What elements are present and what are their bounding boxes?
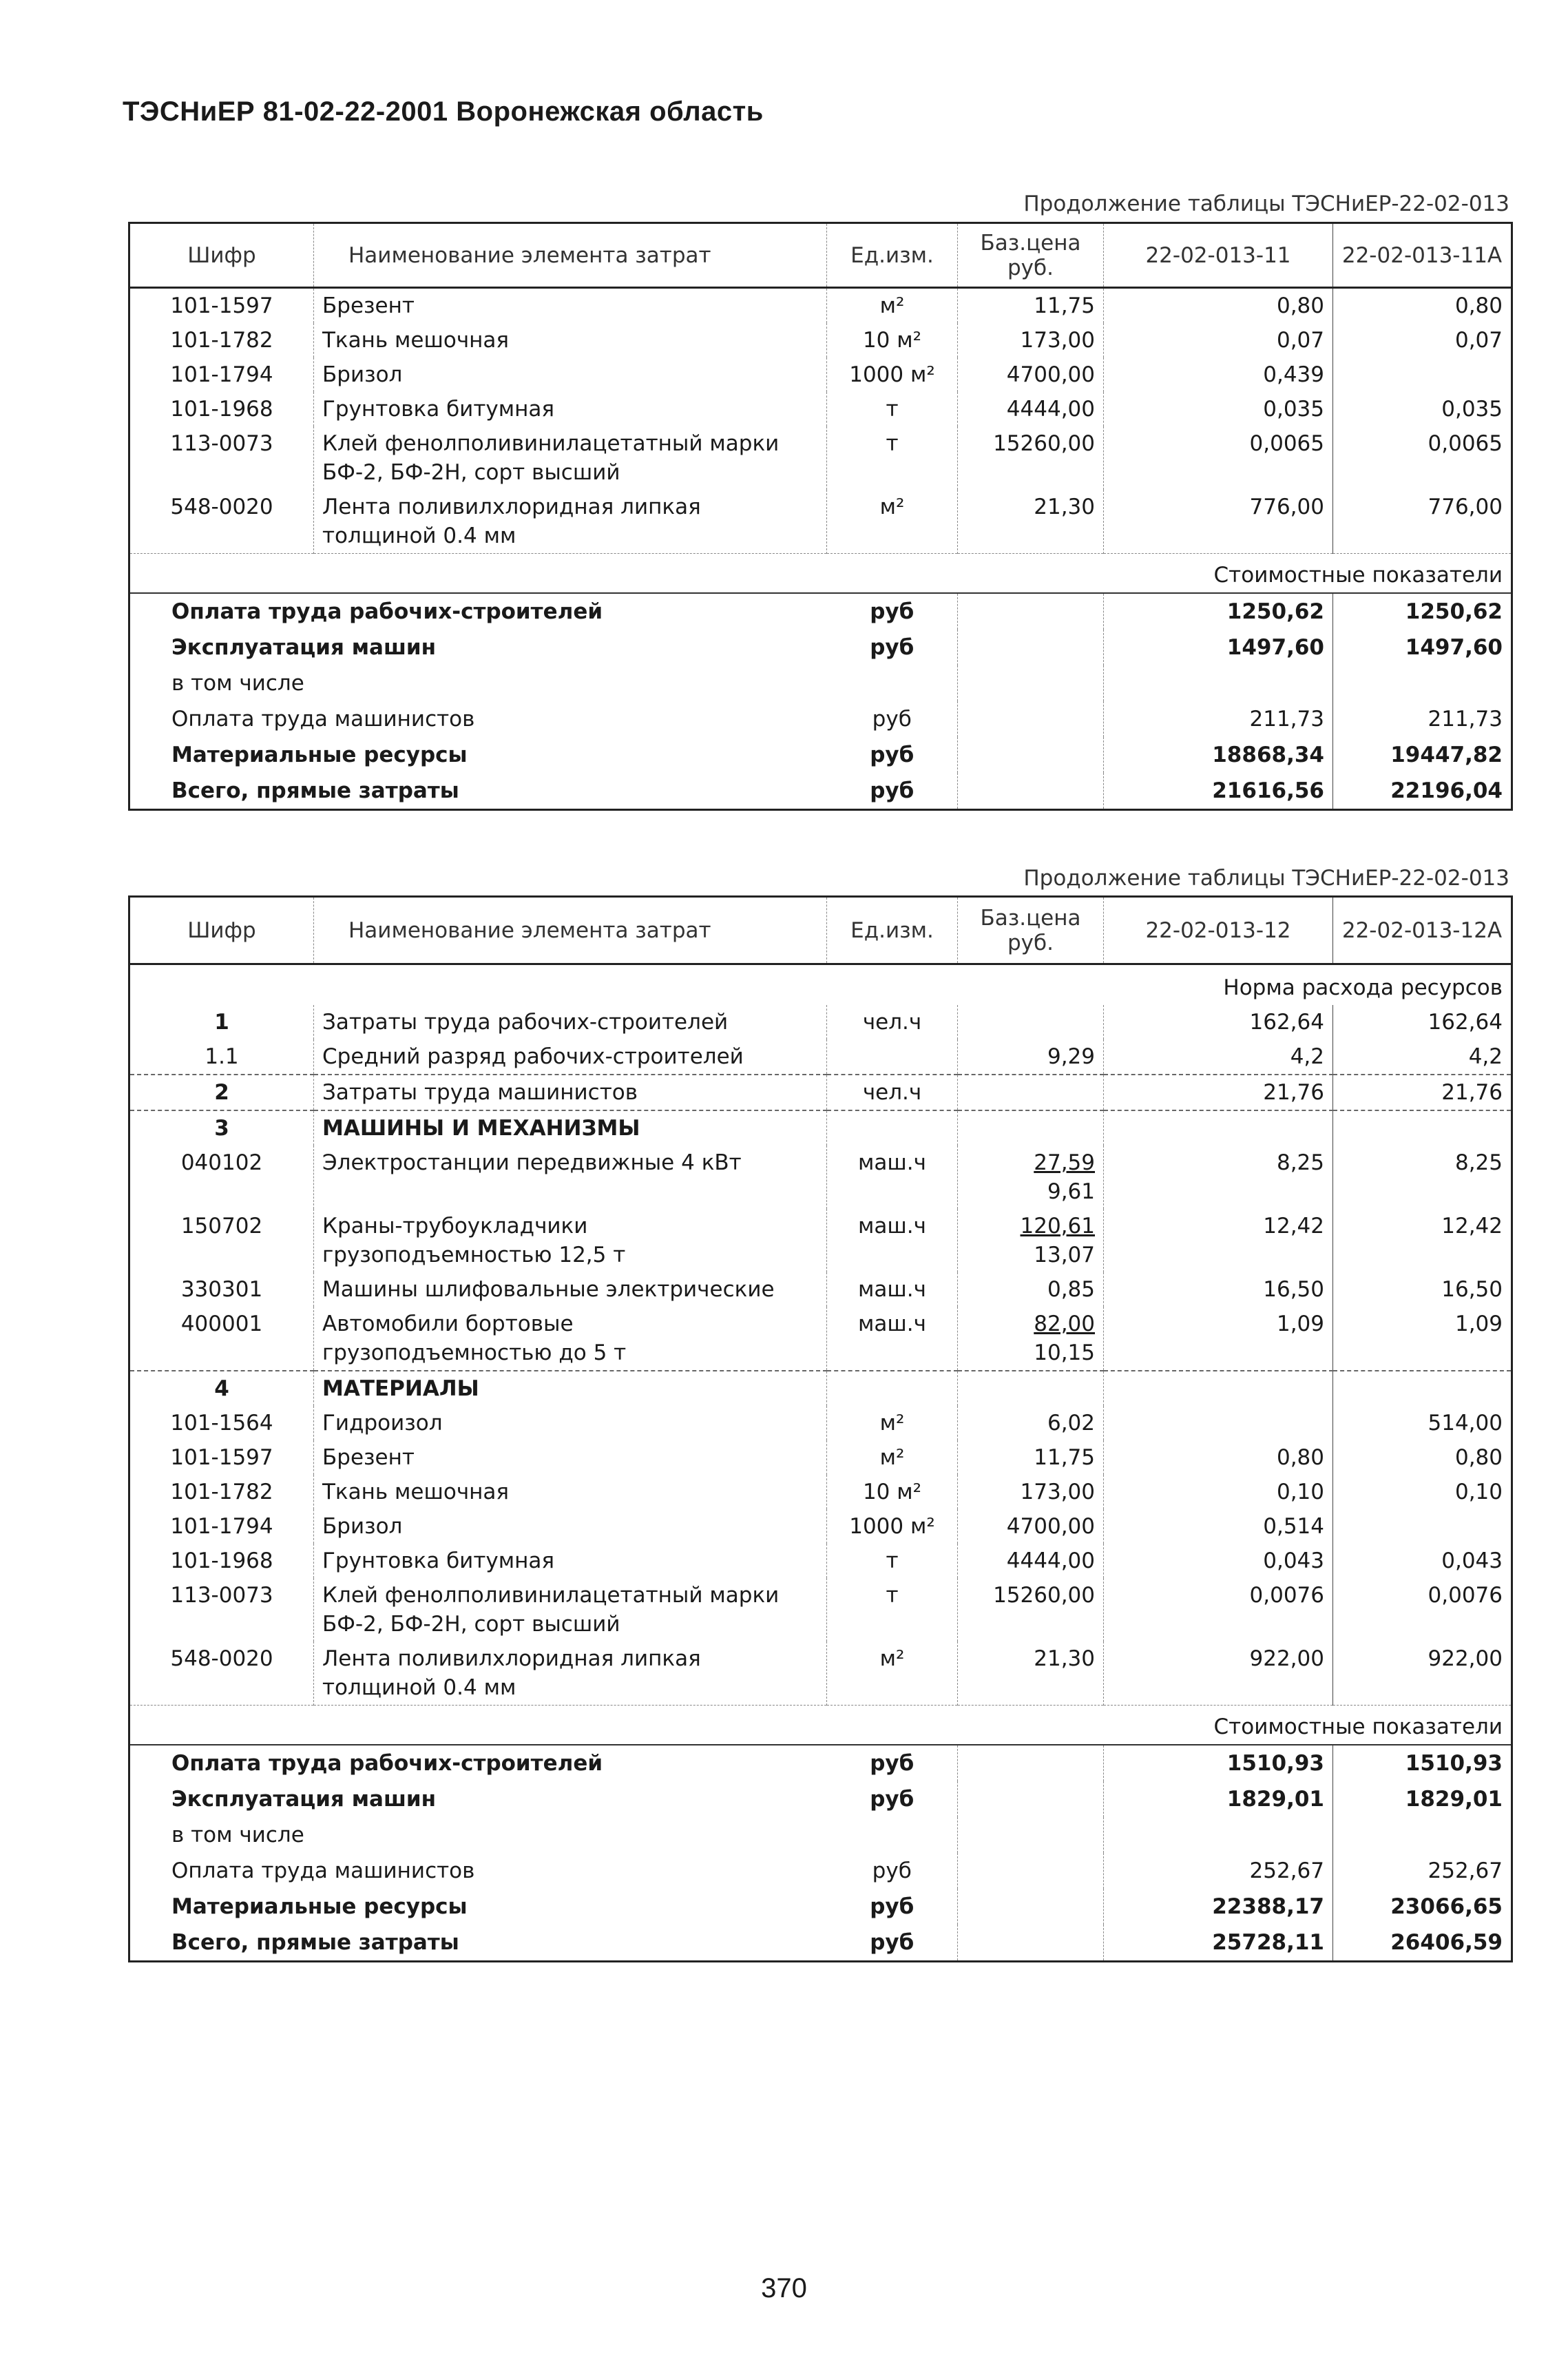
table-row xyxy=(129,1509,1512,1544)
row-unit xyxy=(827,1039,958,1075)
row-base-price xyxy=(958,1475,1104,1509)
row-base-price-value: 11,75 xyxy=(1034,1445,1095,1470)
summary-value-a: 18868,34 xyxy=(1104,737,1333,773)
row-name: Бризол xyxy=(314,1509,827,1544)
row-unit: 1000 м² xyxy=(827,1509,958,1544)
summary-value-b xyxy=(1333,665,1512,701)
table-row xyxy=(129,1307,1512,1371)
row-code: 1 xyxy=(129,1005,314,1039)
summary-row xyxy=(129,773,1512,810)
row-machinist-wage-value: 9,61 xyxy=(1047,1179,1095,1204)
row-unit: 10 м² xyxy=(827,1475,958,1509)
row-value-b xyxy=(1333,1110,1512,1146)
summary-row xyxy=(129,737,1512,773)
summary-value-b: 19447,82 xyxy=(1390,743,1503,767)
summary-row xyxy=(129,701,1512,737)
row-value-b: 0,043 xyxy=(1441,1548,1503,1573)
summary-label: в том числе xyxy=(171,671,304,696)
row-value-a: 0,80 xyxy=(1104,1440,1333,1475)
row-base-price xyxy=(958,1075,1104,1110)
summary-row xyxy=(129,1889,1512,1925)
row-base-price xyxy=(958,1371,1104,1406)
summary-value-a: 211,73 xyxy=(1104,701,1333,737)
table-row xyxy=(129,1005,1512,1039)
row-value-b: 0,035 xyxy=(1441,397,1503,422)
summary-value-b: 252,67 xyxy=(1428,1858,1503,1883)
row-name: Брезент xyxy=(314,1440,827,1475)
summary-unit: руб xyxy=(827,630,958,665)
summary-unit: руб xyxy=(827,737,958,773)
row-base-price-value: 15260,00 xyxy=(993,431,1095,456)
row-value-b: 0,80 xyxy=(1454,293,1503,318)
summary-unit: руб xyxy=(827,1889,958,1925)
summary-value-b: 1497,60 xyxy=(1405,635,1503,660)
row-unit: 10 м² xyxy=(827,323,958,357)
row-unit: м² xyxy=(827,1440,958,1475)
summary-label: Оплата труда машинистов xyxy=(171,707,475,732)
row-value-b: 1,09 xyxy=(1454,1312,1503,1336)
summary-empty-cell xyxy=(958,665,1104,701)
table-row xyxy=(129,1272,1512,1307)
row-base-price xyxy=(958,1005,1104,1039)
row-value-a: 0,043 xyxy=(1104,1544,1333,1578)
row-unit xyxy=(827,1110,958,1146)
row-base-price xyxy=(958,1307,1104,1371)
table-row xyxy=(129,1641,1512,1706)
row-base-price-value: 9,29 xyxy=(1047,1044,1095,1069)
summary-empty-cell xyxy=(958,1889,1104,1925)
row-value-a: 776,00 xyxy=(1104,490,1333,554)
summary-value-a: 1250,62 xyxy=(1104,593,1333,630)
table-row xyxy=(129,288,1512,324)
row-value-a xyxy=(1104,1371,1333,1406)
cost-section-label: Стоимостные показатели xyxy=(129,1706,1512,1745)
summary-label: Оплата труда рабочих-строителей xyxy=(129,1745,827,1781)
row-code: 101-1794 xyxy=(129,357,314,392)
table-row xyxy=(129,1146,1512,1209)
summary-row xyxy=(129,593,1512,630)
table-header-row xyxy=(129,223,1512,288)
row-base-price-value: 27,59 xyxy=(1034,1150,1095,1175)
row-code: 1.1 xyxy=(129,1039,314,1075)
summary-value-b: 26406,59 xyxy=(1390,1930,1503,1955)
row-value-b: 922,00 xyxy=(1428,1646,1503,1671)
table-row xyxy=(129,1578,1512,1641)
table-row xyxy=(129,1544,1512,1578)
row-name: Грунтовка битумная xyxy=(314,1544,827,1578)
summary-row xyxy=(129,665,1512,701)
row-base-price xyxy=(958,1039,1104,1075)
row-code: 101-1564 xyxy=(129,1406,314,1440)
header-name: Наименование элемента затрат xyxy=(314,223,827,288)
row-name: Клей фенолполивинилацетатный марки БФ-2, БФ-2Н, сорт высший xyxy=(314,426,827,490)
table-row xyxy=(129,1039,1512,1075)
row-value-a: 0,514 xyxy=(1104,1509,1333,1544)
row-base-price xyxy=(958,1578,1104,1641)
row-unit: чел.ч xyxy=(827,1075,958,1110)
row-base-price-value: 82,00 xyxy=(1034,1312,1095,1336)
summary-label: Оплата труда рабочих-строителей xyxy=(129,593,827,630)
row-name: Машины шлифовальные электрические xyxy=(314,1272,827,1307)
summary-value-a: 22388,17 xyxy=(1104,1889,1333,1925)
summary-value-a xyxy=(1104,1817,1333,1853)
row-base-price-value: 21,30 xyxy=(1034,1646,1095,1671)
table-header-row xyxy=(129,897,1512,964)
row-value-b: 776,00 xyxy=(1428,495,1503,519)
row-unit: м² xyxy=(827,288,958,324)
row-unit: м² xyxy=(827,1406,958,1440)
row-value-b: 21,76 xyxy=(1333,1075,1512,1110)
summary-row xyxy=(129,630,1512,665)
table-row xyxy=(129,490,1512,554)
row-base-price xyxy=(958,1509,1104,1544)
header-base-price: Баз.цена руб. xyxy=(958,223,1104,288)
summary-label: Эксплуатация машин xyxy=(171,1787,437,1812)
row-value-b xyxy=(1333,1509,1512,1544)
summary-value-a xyxy=(1104,665,1333,701)
summary-label: Материальные ресурсы xyxy=(171,743,468,767)
table2-continuation-caption: Продолжение таблицы ТЭСНиЕР-22-02-013 xyxy=(1023,866,1509,891)
row-base-price xyxy=(958,1406,1104,1440)
row-code: 150702 xyxy=(129,1209,314,1272)
row-code: 113-0073 xyxy=(129,1578,314,1641)
row-value-b: 0,0065 xyxy=(1428,431,1503,456)
row-code: 548-0020 xyxy=(129,1641,314,1706)
row-unit xyxy=(827,1371,958,1406)
row-base-price-value: 0,85 xyxy=(1047,1277,1095,1302)
header-unit: Ед.изм. xyxy=(827,223,958,288)
row-value-b: 16,50 xyxy=(1441,1277,1503,1302)
summary-unit: руб xyxy=(827,773,958,810)
row-unit: т xyxy=(827,1544,958,1578)
summary-empty-cell xyxy=(958,737,1104,773)
resource-table-2 xyxy=(128,895,1513,1962)
summary-empty-cell xyxy=(958,1925,1104,1962)
row-value-a: 162,64 xyxy=(1104,1005,1333,1039)
row-unit: 1000 м² xyxy=(827,357,958,392)
summary-value-b: 1250,62 xyxy=(1333,593,1512,630)
summary-empty-cell xyxy=(958,593,1104,630)
row-code: 101-1597 xyxy=(129,1440,314,1475)
row-unit: т xyxy=(827,426,958,490)
norm-section-row xyxy=(129,964,1512,1006)
row-unit: м² xyxy=(827,490,958,554)
row-code: 101-1782 xyxy=(129,323,314,357)
summary-value-a: 21616,56 xyxy=(1104,773,1333,810)
summary-unit: руб xyxy=(827,1925,958,1962)
summary-value-b: 22196,04 xyxy=(1390,778,1503,803)
summary-value-a: 1510,93 xyxy=(1104,1745,1333,1781)
header-col-a: 22-02-013-12 xyxy=(1104,897,1333,964)
row-unit: м² xyxy=(827,1641,958,1706)
row-name: Грунтовка битумная xyxy=(314,392,827,426)
row-code: 330301 xyxy=(129,1272,314,1307)
table-row xyxy=(129,1075,1512,1110)
row-name: Ткань мешочная xyxy=(314,1475,827,1509)
row-base-price-value: 4700,00 xyxy=(1006,1514,1095,1539)
row-code: 548-0020 xyxy=(129,490,314,554)
row-machinist-wage-value: 10,15 xyxy=(1034,1340,1095,1365)
row-value-b: 0,10 xyxy=(1454,1480,1503,1504)
summary-value-b: 23066,65 xyxy=(1390,1894,1503,1919)
row-name: Затраты труда машинистов xyxy=(314,1075,827,1110)
summary-value-a: 252,67 xyxy=(1104,1853,1333,1889)
row-value-b: 4,2 xyxy=(1468,1044,1503,1069)
row-base-price-value: 15260,00 xyxy=(993,1583,1095,1608)
row-value-b: 514,00 xyxy=(1428,1411,1503,1436)
row-value-a: 0,0065 xyxy=(1104,426,1333,490)
row-code: 040102 xyxy=(129,1146,314,1209)
row-base-price-value: 173,00 xyxy=(1020,328,1095,353)
table1-continuation-caption: Продолжение таблицы ТЭСНиЕР-22-02-013 xyxy=(1023,191,1509,216)
row-value-a: 21,76 xyxy=(1104,1075,1333,1110)
table-row xyxy=(129,426,1512,490)
summary-empty-cell xyxy=(958,1817,1104,1853)
row-unit: маш.ч xyxy=(827,1272,958,1307)
row-base-price-value: 4444,00 xyxy=(1006,397,1095,422)
row-unit: т xyxy=(827,1578,958,1641)
summary-unit xyxy=(827,1817,958,1853)
row-base-price-value: 173,00 xyxy=(1020,1480,1095,1504)
header-col-b: 22-02-013-12А xyxy=(1333,897,1512,964)
row-value-b: 0,80 xyxy=(1454,1445,1503,1470)
cost-section-row xyxy=(129,1706,1512,1745)
table-row xyxy=(129,1475,1512,1509)
table-row xyxy=(129,323,1512,357)
row-base-price xyxy=(958,490,1104,554)
row-value-b xyxy=(1333,357,1512,392)
row-unit: маш.ч xyxy=(827,1146,958,1209)
summary-value-b: 211,73 xyxy=(1428,707,1503,732)
summary-row xyxy=(129,1925,1512,1962)
row-unit: чел.ч xyxy=(827,1005,958,1039)
row-code: 2 xyxy=(129,1075,314,1110)
row-code: 4 xyxy=(129,1371,314,1406)
summary-label: Оплата труда машинистов xyxy=(171,1858,475,1883)
row-name: Затраты труда рабочих-строителей xyxy=(314,1005,827,1039)
row-code: 113-0073 xyxy=(129,426,314,490)
row-base-price xyxy=(958,288,1104,324)
header-col-b: 22-02-013-11А xyxy=(1333,223,1512,288)
row-name: Лента поливилхлоридная липкая толщиной 0.4 мм xyxy=(314,1641,827,1706)
row-base-price xyxy=(958,1440,1104,1475)
summary-value-a: 25728,11 xyxy=(1104,1925,1333,1962)
row-base-price-value: 4700,00 xyxy=(1006,362,1095,387)
row-name: Средний разряд рабочих-строителей xyxy=(314,1039,827,1075)
row-name: Автомобили бортовые грузоподъемностью до 5 т xyxy=(314,1307,827,1371)
row-base-price-value: 120,61 xyxy=(1020,1214,1095,1239)
row-base-price-value: 6,02 xyxy=(1047,1411,1095,1436)
row-code: 101-1782 xyxy=(129,1475,314,1509)
row-name: Электростанции передвижные 4 кВт xyxy=(314,1146,827,1209)
header-col-a: 22-02-013-11 xyxy=(1104,223,1333,288)
row-name: Ткань мешочная xyxy=(314,323,827,357)
summary-value-b xyxy=(1333,1817,1512,1853)
row-code: 101-1794 xyxy=(129,1509,314,1544)
row-base-price xyxy=(958,426,1104,490)
row-value-a xyxy=(1104,1406,1333,1440)
document-title: ТЭСНиЕР 81-02-22-2001 Воронежская область xyxy=(123,96,764,127)
table-row xyxy=(129,1406,1512,1440)
row-value-a: 12,42 xyxy=(1104,1209,1333,1272)
row-name: Клей фенолполивинилацетатный марки БФ-2, БФ-2Н, сорт высший xyxy=(314,1578,827,1641)
table-row xyxy=(129,1371,1512,1406)
row-value-b: 8,25 xyxy=(1454,1150,1503,1175)
row-value-b: 0,0076 xyxy=(1428,1583,1503,1608)
summary-row xyxy=(129,1781,1512,1817)
summary-empty-cell xyxy=(958,630,1104,665)
resource-table-1 xyxy=(128,222,1513,811)
summary-label: Материальные ресурсы xyxy=(171,1894,468,1919)
row-unit: маш.ч xyxy=(827,1209,958,1272)
row-code: 400001 xyxy=(129,1307,314,1371)
summary-label: Эксплуатация машин xyxy=(171,635,437,660)
summary-row xyxy=(129,1853,1512,1889)
row-base-price xyxy=(958,1272,1104,1307)
summary-row xyxy=(129,1745,1512,1781)
table-row xyxy=(129,392,1512,426)
summary-label: Всего, прямые затраты xyxy=(171,1930,459,1955)
summary-row xyxy=(129,1817,1512,1853)
summary-value-a: 1497,60 xyxy=(1104,630,1333,665)
row-value-a: 4,2 xyxy=(1104,1039,1333,1075)
row-value-a: 0,80 xyxy=(1104,288,1333,324)
summary-label: Всего, прямые затраты xyxy=(171,778,459,803)
summary-empty-cell xyxy=(958,1853,1104,1889)
row-unit: маш.ч xyxy=(827,1307,958,1371)
summary-empty-cell xyxy=(958,773,1104,810)
row-value-a: 16,50 xyxy=(1104,1272,1333,1307)
row-value-a: 0,035 xyxy=(1104,392,1333,426)
row-value-a: 0,0076 xyxy=(1104,1578,1333,1641)
row-name: Лента поливилхлоридная липкая толщиной 0.4 мм xyxy=(314,490,827,554)
row-value-a: 0,10 xyxy=(1104,1475,1333,1509)
summary-unit: руб xyxy=(827,1781,958,1817)
summary-unit: руб xyxy=(827,1745,958,1781)
row-name: Краны-трубоукладчики грузоподъемностью 12,5 т xyxy=(314,1209,827,1272)
row-base-price-value: 4444,00 xyxy=(1006,1548,1095,1573)
cost-section-row xyxy=(129,554,1512,594)
row-base-price xyxy=(958,1110,1104,1146)
header-base-price: Баз.цена руб. xyxy=(958,897,1104,964)
row-machinist-wage-value: 13,07 xyxy=(1034,1243,1095,1267)
row-value-a: 0,07 xyxy=(1104,323,1333,357)
row-code: 101-1968 xyxy=(129,392,314,426)
summary-unit xyxy=(827,665,958,701)
row-code: 3 xyxy=(129,1110,314,1146)
row-value-b: 162,64 xyxy=(1428,1010,1503,1035)
summary-value-a: 1829,01 xyxy=(1104,1781,1333,1817)
header-code: Шифр xyxy=(129,897,314,964)
row-value-a: 1,09 xyxy=(1104,1307,1333,1371)
header-code: Шифр xyxy=(129,223,314,288)
row-unit: т xyxy=(827,392,958,426)
row-base-price xyxy=(958,1146,1104,1209)
row-code: 101-1597 xyxy=(129,288,314,324)
row-value-a xyxy=(1104,1110,1333,1146)
row-name: Бризол xyxy=(314,357,827,392)
header-unit: Ед.изм. xyxy=(827,897,958,964)
row-name: Брезент xyxy=(314,288,827,324)
norm-section-label: Норма расхода ресурсов xyxy=(129,964,1512,1006)
row-code: 101-1968 xyxy=(129,1544,314,1578)
row-base-price xyxy=(958,1641,1104,1706)
row-value-a: 8,25 xyxy=(1104,1146,1333,1209)
row-base-price xyxy=(958,323,1104,357)
row-base-price-value: 11,75 xyxy=(1034,293,1095,318)
page-number: 370 xyxy=(761,2273,807,2303)
summary-unit: руб xyxy=(827,1853,958,1889)
summary-empty-cell xyxy=(958,701,1104,737)
cost-section-label: Стоимостные показатели xyxy=(129,554,1512,594)
row-base-price xyxy=(958,1209,1104,1272)
table-row xyxy=(129,1209,1512,1272)
summary-value-b: 1829,01 xyxy=(1405,1787,1503,1812)
row-value-a: 922,00 xyxy=(1104,1641,1333,1706)
row-name: МАТЕРИАЛЫ xyxy=(314,1371,827,1406)
row-name: Гидроизол xyxy=(314,1406,827,1440)
table-row xyxy=(129,1440,1512,1475)
summary-value-b: 1510,93 xyxy=(1333,1745,1512,1781)
summary-empty-cell xyxy=(958,1745,1104,1781)
row-value-b: 12,42 xyxy=(1441,1214,1503,1239)
row-base-price xyxy=(958,357,1104,392)
row-value-a: 0,439 xyxy=(1104,357,1333,392)
row-name: МАШИНЫ И МЕХАНИЗМЫ xyxy=(314,1110,827,1146)
table-row xyxy=(129,357,1512,392)
summary-unit: руб xyxy=(827,701,958,737)
header-name: Наименование элемента затрат xyxy=(314,897,827,964)
row-base-price xyxy=(958,1544,1104,1578)
row-value-b: 0,07 xyxy=(1454,328,1503,353)
row-value-b xyxy=(1333,1371,1512,1406)
summary-empty-cell xyxy=(958,1781,1104,1817)
summary-label: в том числе xyxy=(171,1823,304,1847)
row-base-price-value: 21,30 xyxy=(1034,495,1095,519)
table-row xyxy=(129,1110,1512,1146)
summary-unit: руб xyxy=(827,593,958,630)
row-base-price xyxy=(958,392,1104,426)
